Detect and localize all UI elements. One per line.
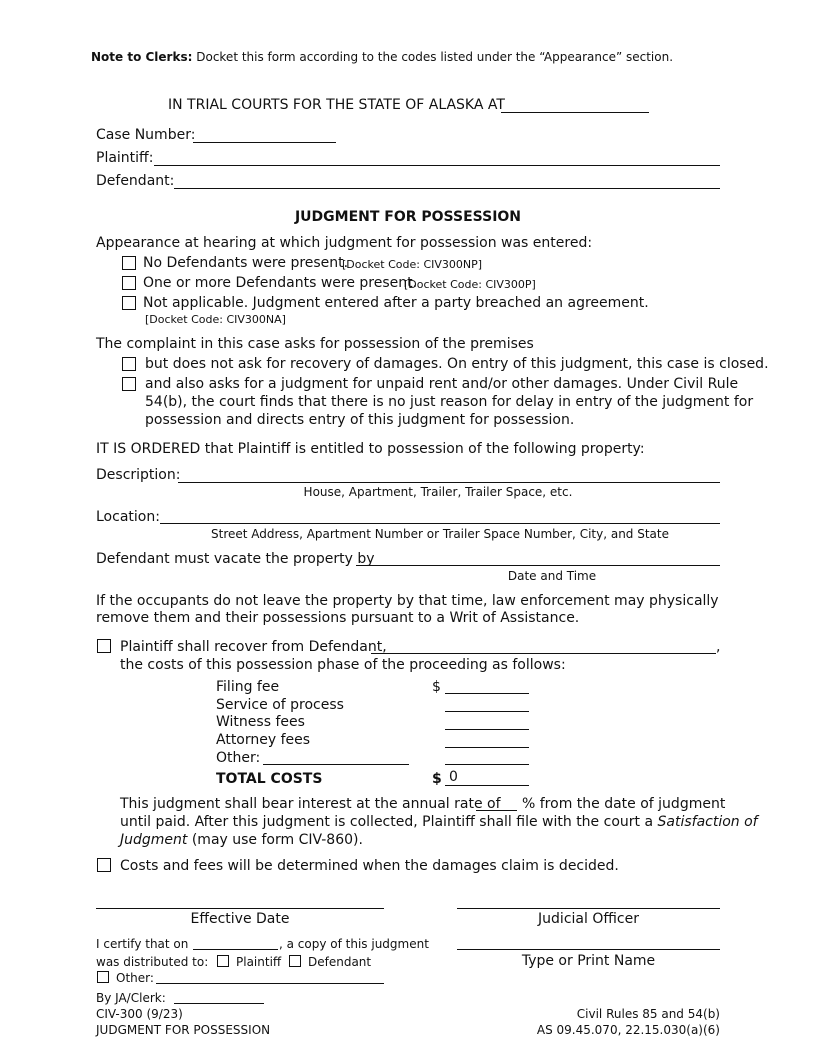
certify-line2: was distributed to: <box>96 955 209 969</box>
cost-filing-fee-dollar: $ <box>432 679 441 695</box>
form-id: CIV-300 (9/23) <box>96 1007 183 1021</box>
vacate-hint: Date and Time <box>507 569 597 583</box>
footer-statutes: AS 09.45.070, 22.15.030(a)(6) <box>536 1023 720 1037</box>
ordered-statement: IT IS ORDERED that Plaintiff is entitled to possession of the following property: <box>96 441 645 457</box>
option-defendants-present-label: One or more Defendants were present. <box>143 275 418 291</box>
defendant-field[interactable] <box>174 188 720 189</box>
defendant-label: Defendant: <box>96 173 175 189</box>
interest-line1-b: % from the date of judgment <box>522 796 726 812</box>
location-hint: Street Address, Apartment Number or Trailer Space Number, City, and State <box>211 527 669 541</box>
recover-label: Plaintiff shall recover from Defendant, <box>120 639 387 655</box>
checkbox-distributed-defendant[interactable] <box>289 955 301 967</box>
total-costs-label: TOTAL COSTS <box>216 771 323 787</box>
court-location-field[interactable] <box>501 112 649 113</box>
interest-line2 <box>120 814 758 830</box>
option-no-defendants-label: No Defendants were present. <box>143 255 349 271</box>
judgment-text: Judgment <box>120 832 188 848</box>
footer-rules: Civil Rules 85 and 54(b) <box>576 1007 720 1021</box>
cost-other-label: Other: <box>216 750 261 766</box>
distributed-other-field[interactable] <box>156 983 384 984</box>
description-field[interactable] <box>178 482 720 483</box>
interest-line2-a: until paid. After this judgment is collected, Plaintiff shall file with the court a <box>120 814 654 830</box>
checkbox-distributed-other[interactable] <box>97 971 109 983</box>
cost-witness-label: Witness fees <box>216 714 305 730</box>
location-field[interactable] <box>160 523 720 524</box>
complaint-option-no-damages: but does not ask for recovery of damages. On entry of this judgment, this case is closed. <box>145 356 769 372</box>
cost-filing-fee-label: Filing fee <box>216 679 280 695</box>
description-hint: House, Apartment, Trailer, Trailer Space, etc. <box>303 485 573 499</box>
option-defendants-present-code: [Docket Code: CIV300P] <box>404 278 536 291</box>
satisfaction-of-text: Satisfaction of <box>657 814 758 830</box>
location-label: Location: <box>96 509 160 525</box>
effective-date-label: Effective Date <box>190 911 290 927</box>
costs-later-text: Costs and fees will be determined when the damages claim is decided. <box>120 858 619 874</box>
complaint-intro: The complaint in this case asks for possession of the premises <box>96 336 534 352</box>
option-not-applicable-code: [Docket Code: CIV300NA] <box>145 313 286 326</box>
total-costs-dollar: $ <box>432 771 442 787</box>
distributed-plaintiff-label: Plaintiff <box>236 955 282 969</box>
certify-line1-a: I certify that on <box>96 937 189 951</box>
interest-line3-b: (may use form CIV-860). <box>191 832 363 848</box>
interest-line1-a: This judgment shall bear interest at the annual rate of <box>120 796 501 812</box>
certify-line1-b: , a copy of this judgment <box>279 937 429 951</box>
cost-other-field[interactable] <box>445 764 529 765</box>
case-number-field[interactable] <box>193 142 336 143</box>
judicial-officer-label: Judicial Officer <box>538 911 639 927</box>
form-name: JUDGMENT FOR POSSESSION <box>96 1023 271 1037</box>
interest-rate-field[interactable] <box>476 810 517 811</box>
option-not-applicable-label: Not applicable. Judgment entered after a party breached an agreement. <box>143 295 649 311</box>
case-number-label: Case Number: <box>96 127 196 143</box>
note-to-clerks <box>91 50 673 64</box>
description-label: Description: <box>96 467 181 483</box>
cost-service-field[interactable] <box>445 711 529 712</box>
note-label: Note to Clerks: <box>91 50 193 64</box>
print-name-field[interactable] <box>457 949 720 950</box>
cost-filing-fee-field[interactable] <box>445 693 529 694</box>
checkbox-costs-later[interactable] <box>97 858 111 872</box>
occupants-line1: If the occupants do not leave the property by that time, law enforcement may physically <box>96 593 719 609</box>
cost-attorney-label: Attorney fees <box>216 732 311 748</box>
recover-sub: the costs of this possession phase of the proceeding as follows: <box>120 657 566 673</box>
vacate-label: Defendant must vacate the property by <box>96 551 375 567</box>
cost-service-label: Service of process <box>216 697 344 713</box>
appearance-intro: Appearance at hearing at which judgment for possession was entered: <box>96 235 593 251</box>
plaintiff-field[interactable] <box>154 165 720 166</box>
total-costs-field[interactable] <box>445 785 529 786</box>
cost-attorney-field[interactable] <box>445 747 529 748</box>
checkbox-distributed-plaintiff[interactable] <box>217 955 229 967</box>
effective-date-field[interactable] <box>96 908 384 909</box>
judicial-officer-field[interactable] <box>457 908 720 909</box>
checkbox-defendants-present[interactable] <box>122 276 136 290</box>
checkbox-not-applicable[interactable] <box>122 296 136 310</box>
vacate-date-field[interactable] <box>356 565 720 566</box>
checkbox-with-damages[interactable] <box>122 377 136 391</box>
checkbox-no-defendants[interactable] <box>122 256 136 270</box>
checkbox-recover-costs[interactable] <box>97 639 111 653</box>
by-clerk-field[interactable] <box>174 1003 264 1004</box>
complaint-option-damages-line2: 54(b), the court finds that there is no just reason for delay in entry of the judgment for <box>145 394 754 410</box>
total-costs-value: 0 <box>449 769 458 785</box>
plaintiff-label: Plaintiff: <box>96 150 154 166</box>
distributed-defendant-label: Defendant <box>308 955 372 969</box>
note-text: Docket this form according to the codes listed under the “Appearance” section. <box>196 50 674 64</box>
option-no-defendants-code: [Docket Code: CIV300NP] <box>342 258 483 271</box>
by-clerk-label: By JA/Clerk: <box>96 991 166 1005</box>
print-name-label: Type or Print Name <box>521 953 656 969</box>
complaint-option-damages-line1: and also asks for a judgment for unpaid rent and/or other damages. Under Civil Rule <box>145 376 739 392</box>
checkbox-no-damages[interactable] <box>122 357 136 371</box>
certify-date-field[interactable] <box>193 949 278 950</box>
complaint-option-damages-line3: possession and directs entry of this judgment for possession. <box>145 412 575 428</box>
distributed-other-label: Other: <box>116 971 154 985</box>
occupants-line2: remove them and their possessions pursuant to a Writ of Assistance. <box>96 610 580 626</box>
recover-comma: , <box>716 639 721 655</box>
cost-other-description-field[interactable] <box>263 764 409 765</box>
cost-witness-field[interactable] <box>445 729 529 730</box>
court-heading: IN TRIAL COURTS FOR THE STATE OF ALASKA AT <box>168 97 505 113</box>
page-title: JUDGMENT FOR POSSESSION <box>294 209 522 225</box>
recover-from-field[interactable] <box>371 653 716 654</box>
interest-line3 <box>120 832 363 848</box>
